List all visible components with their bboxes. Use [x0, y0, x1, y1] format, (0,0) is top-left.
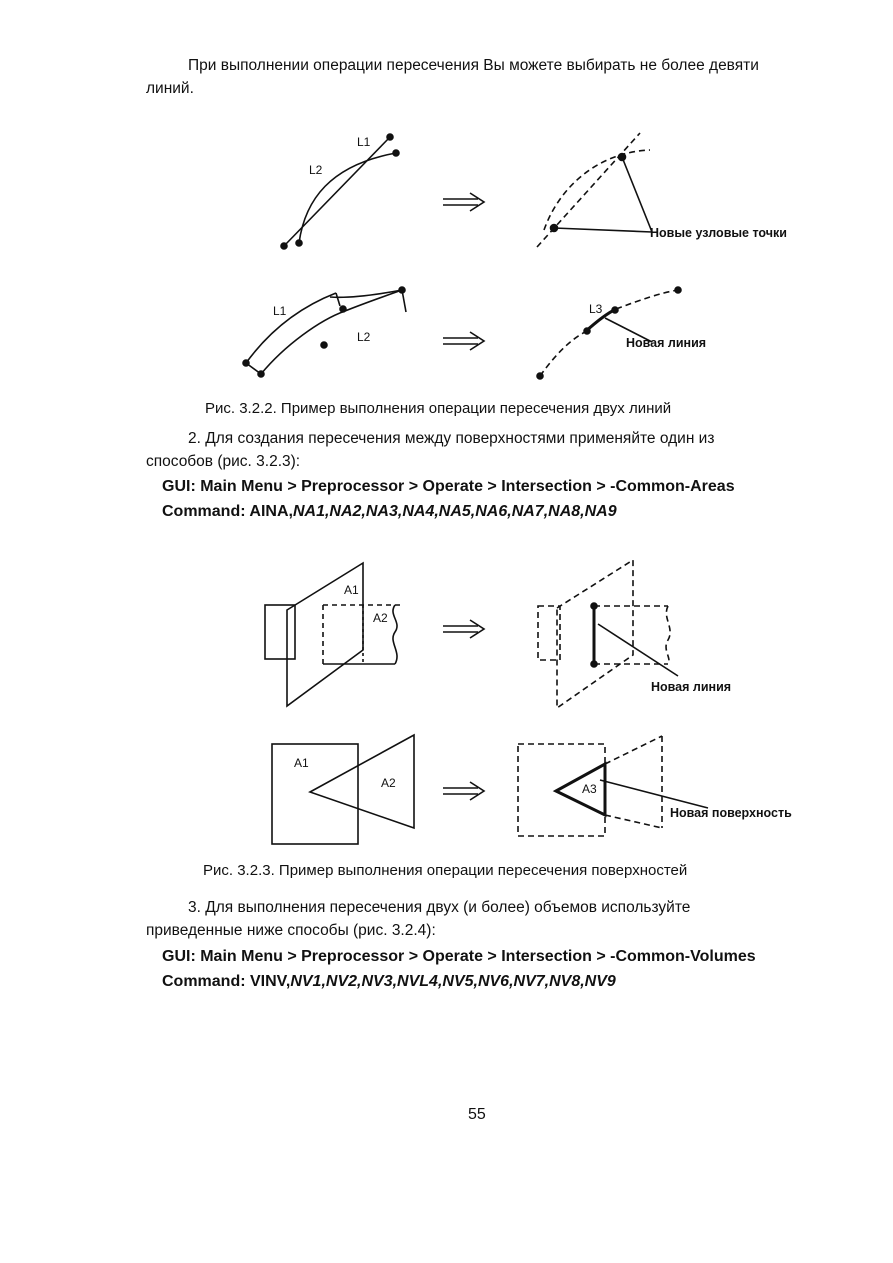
fig1-bottom-left-lines — [243, 287, 406, 377]
item2-gui-path: GUI: Main Menu > Preprocessor > Operate > Intersection > -Common-Areas — [162, 478, 735, 495]
fig1-top-left-lines — [281, 134, 399, 249]
fig2-new-line-label: Новая линия — [651, 680, 732, 694]
fig2-label-a2-bottom: A2 — [381, 776, 396, 790]
fig2-bottom-arrow-icon — [443, 782, 484, 800]
fig2-label-a1: A1 — [344, 583, 359, 597]
figure-caption-1: Рис. 3.2.2. Пример выполнения операции пересечения двух линий — [205, 400, 672, 417]
fig1-top-arrow-icon — [443, 193, 484, 211]
fig2-bottom-right-shapes — [518, 736, 708, 836]
item3-command-args: NV1,NV2,NV3,NVL4,NV5,NV6,NV7,NV8,NV9 — [290, 973, 616, 990]
item3-command-prefix: Command: VINV, — [162, 973, 291, 990]
fig1-label-l2: L2 — [309, 163, 323, 177]
intro-line-1: При выполнении операции пересечения Вы можете выбирать не более девяти — [188, 57, 759, 74]
page-number: 55 — [468, 1106, 486, 1123]
item2-command-prefix: Command: AINA, — [162, 503, 293, 520]
fig1-label-l1: L1 — [357, 135, 371, 149]
fig1-label-l1-bottom: L1 — [273, 304, 287, 318]
item3-line-2: приведенные ниже способы (рис. 3.2.4): — [146, 922, 436, 939]
fig1-new-line-label: Новая линия — [626, 336, 707, 350]
fig1-bottom-right-lines — [537, 287, 681, 379]
fig1-label-l3: L3 — [589, 302, 603, 316]
item2-command-args: NA1,NA2,NA3,NA4,NA5,NA6,NA7,NA8,NA9 — [292, 503, 617, 520]
fig1-bottom-arrow-icon — [443, 332, 484, 350]
fig1-top-right-lines — [537, 133, 652, 247]
fig2-new-surface-label: Новая поверхность — [670, 806, 792, 820]
fig1-new-nodes-label: Новые узловые точки — [650, 226, 787, 240]
item3-gui-path: GUI: Main Menu > Preprocessor > Operate > Intersection > -Common-Volumes — [162, 948, 756, 965]
fig2-top-left-shapes — [265, 563, 400, 706]
fig2-top-arrow-icon — [443, 620, 484, 638]
item2-line-1: 2. Для создания пересечения между поверхностями применяйте один из — [188, 430, 715, 447]
fig2-label-a2: A2 — [373, 611, 388, 625]
item2-line-2: способов (рис. 3.2.3): — [146, 453, 301, 470]
fig2-label-a3: A3 — [582, 782, 597, 796]
fig2-top-right-new-line — [591, 603, 678, 676]
item3-command — [162, 973, 616, 991]
item2-command — [162, 503, 617, 521]
fig1-label-l2-bottom: L2 — [357, 330, 371, 344]
fig2-label-a1-bottom: A1 — [294, 756, 309, 770]
figure-caption-2: Рис. 3.2.3. Пример выполнения операции пересечения поверхностей — [203, 862, 688, 879]
intro-line-2: линий. — [146, 80, 194, 97]
item3-line-1: 3. Для выполнения пересечения двух (и более) объемов используйте — [188, 899, 691, 916]
